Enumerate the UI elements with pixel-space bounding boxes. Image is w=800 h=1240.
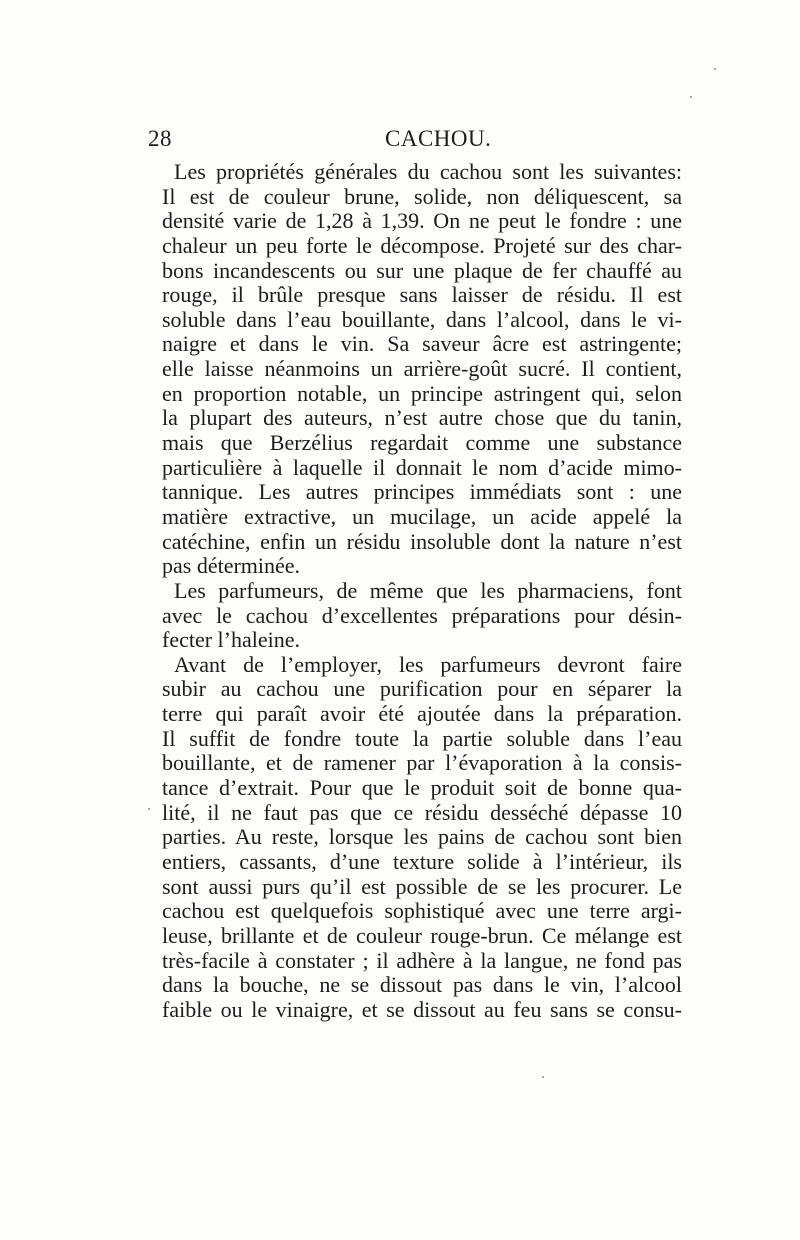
text-line: Les propriétés générales du cachou sont les suivantes: <box>174 159 682 184</box>
page-header <box>148 126 684 156</box>
body-text <box>162 160 682 1022</box>
text-line: soluble dans l’eau bouillante, dans l’alcool, dans le vi- <box>162 306 682 332</box>
text-line: naigre et dans le vin. Sa saveur âcre est astringente; <box>162 331 682 357</box>
text-line: leuse, brillante et de couleur rouge-brun. Ce mélange est <box>162 922 682 948</box>
text-line: particulière à laquelle il donnait le nom d’acide mimo- <box>162 454 682 480</box>
text-line: Avant de l’employer, les parfumeurs devront faire <box>174 651 682 677</box>
text-line: tannique. Les autres principes immédiats sont : une <box>162 479 682 505</box>
text-line: dans la bouche, ne se dissout pas dans le vin, l’alcool <box>162 972 682 998</box>
page-number: 28 <box>148 126 172 151</box>
text-line: fecter l’haleine. <box>162 627 301 653</box>
print-speck <box>148 808 150 810</box>
text-line: rouge, il brûle presque sans laisser de résidu. Il est <box>162 282 682 308</box>
text-line: Les parfumeurs, de même que les pharmaciens, font <box>174 577 682 603</box>
text-line: faible ou le vinaigre, et se dissout au feu sans se consu- <box>162 996 682 1022</box>
text-line: pas déterminée. <box>162 553 301 579</box>
text-line: matière extractive, un mucilage, un acide appelé la <box>162 503 682 529</box>
text-line: en proportion notable, un principe astringent qui, selon <box>162 380 682 406</box>
print-speck <box>542 1076 544 1078</box>
text-line: densité varie de 1,28 à 1,39. On ne peut le fondre : une <box>162 208 682 234</box>
text-line: bouillante, et de ramener par l’évaporation à la consis- <box>162 750 682 776</box>
text-line: la plupart des auteurs, n’est autre chose que du tanin, <box>162 405 682 431</box>
text-line: parties. Au reste, lorsque les pains de cachou sont bien <box>162 824 682 850</box>
text-line: mais que Berzélius regardait comme une substance <box>162 430 682 456</box>
running-title: CACHOU. <box>385 126 492 151</box>
text-line: terre qui paraît avoir été ajoutée dans la préparation. <box>162 701 682 727</box>
text-line: cachou est quelquefois sophistiqué avec une terre argi- <box>162 898 682 924</box>
text-line: très-facile à constater ; il adhère à la langue, ne fond pas <box>162 947 682 973</box>
text-line: avec le cachou d’excellentes préparations pour désin- <box>162 602 682 628</box>
text-line: tance d’extrait. Pour que le produit soit de bonne qua- <box>162 775 682 801</box>
text-line: lité, il ne faut pas que ce résidu desséché dépasse 10 <box>162 799 682 825</box>
text-line: subir au cachou une purification pour en séparer la <box>162 676 682 702</box>
text-line: entiers, cassants, d’une texture solide à l’intérieur, ils <box>162 848 682 874</box>
print-speck <box>714 68 716 70</box>
text-line: bons incandescents ou sur une plaque de fer chauffé au <box>162 257 682 283</box>
print-speck <box>690 96 692 98</box>
text-line: sont aussi purs qu’il est possible de se les procurer. Le <box>162 873 682 899</box>
text-line: Il suffit de fondre toute la partie soluble dans l’eau <box>162 725 682 751</box>
text-line: catéchine, enfin un résidu insoluble dont la nature n’est <box>162 528 682 554</box>
text-line: elle laisse néanmoins un arrière-goût sucré. Il contient, <box>162 356 682 382</box>
text-line: chaleur un peu forte le décompose. Projeté sur des char- <box>162 232 682 258</box>
text-line: Il est de couleur brune, solide, non déliquescent, sa <box>162 183 682 209</box>
